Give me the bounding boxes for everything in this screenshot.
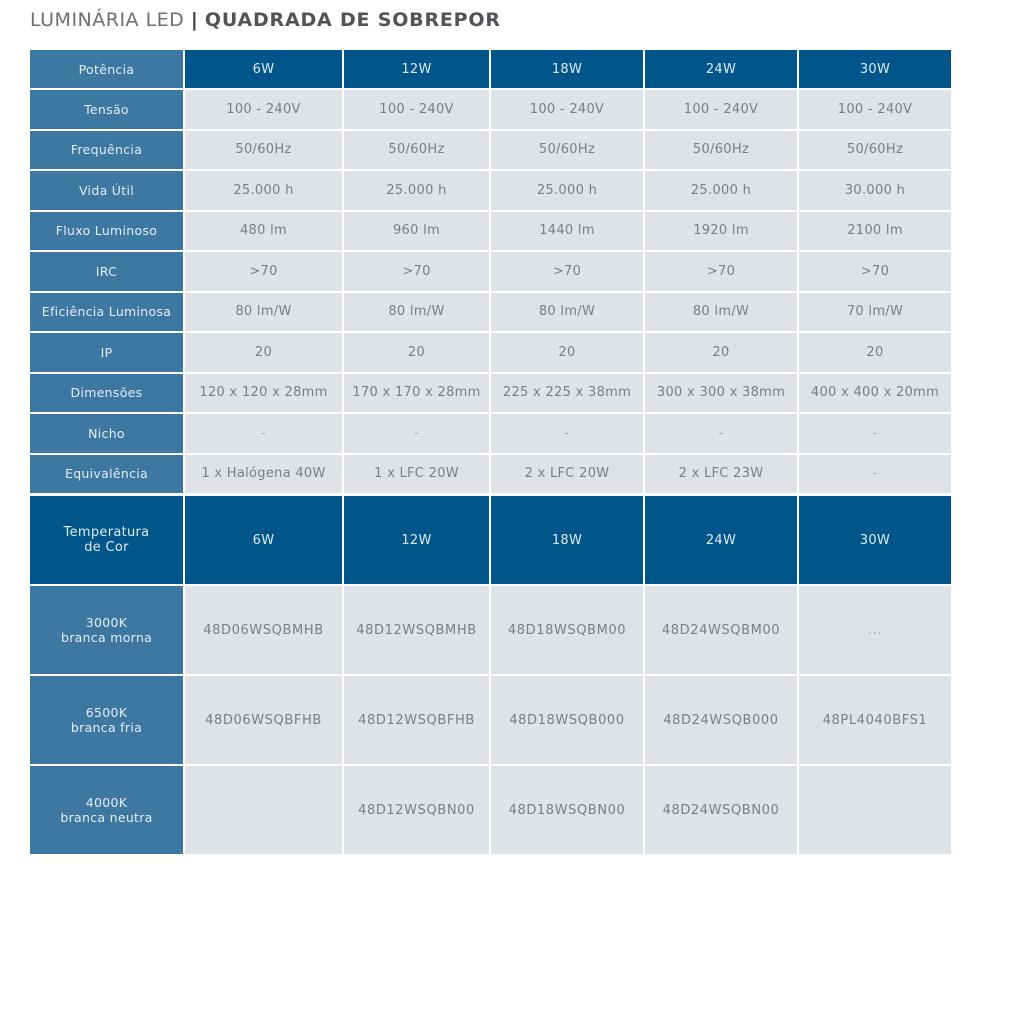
product-code-cell: 48D12WSQBMHB [344, 586, 489, 674]
spec-value-cell: 2 x LFC 20W [491, 455, 643, 494]
spec-value-cell: 25.000 h [344, 171, 489, 210]
spec-value-cell: 400 x 400 x 20mm [799, 374, 951, 413]
spec-value-cell: - [799, 455, 951, 494]
spec-value-cell: 120 x 120 x 28mm [185, 374, 342, 413]
row-label: Tensão [30, 90, 183, 129]
color-temperature-label [30, 676, 183, 764]
table-row [30, 374, 951, 413]
row-label: Nicho [30, 414, 183, 453]
spec-value-cell: >70 [491, 252, 643, 291]
spec-value-cell: 300 x 300 x 38mm [645, 374, 797, 413]
product-code-cell: 48D24WSQBN00 [645, 766, 797, 854]
spec-value-cell: 80 lm/W [491, 293, 643, 332]
spec-value-cell: - [344, 414, 489, 453]
codes-header-power: 30W [799, 496, 951, 584]
spec-value-cell: - [799, 414, 951, 453]
product-code-cell: 48D18WSQBN00 [491, 766, 643, 854]
spec-value-cell: >70 [344, 252, 489, 291]
spec-value-cell: 25.000 h [185, 171, 342, 210]
product-code-cell: 48D12WSQBFHB [344, 676, 489, 764]
spec-value-cell: 50/60Hz [344, 131, 489, 170]
temperature-description: branca fria [70, 720, 143, 735]
product-code-cell: 48D18WSQBM00 [491, 586, 643, 674]
product-code-cell: 48D18WSQB000 [491, 676, 643, 764]
spec-header-power: 30W [799, 50, 951, 88]
spec-header-label: Potência [30, 50, 183, 88]
row-label: Fluxo Luminoso [30, 212, 183, 251]
codes-header-power: 18W [491, 496, 643, 584]
spec-value-cell: 80 lm/W [185, 293, 342, 332]
temperature-value: 3000K [85, 615, 128, 630]
row-label: Frequência [30, 131, 183, 170]
spec-value-cell: 20 [645, 333, 797, 372]
product-code-cell [185, 766, 342, 854]
table-row [30, 90, 951, 129]
spec-value-cell: 20 [491, 333, 643, 372]
spec-value-cell: 2 x LFC 23W [645, 455, 797, 494]
spec-header-power: 12W [344, 50, 489, 88]
spec-value-cell: 100 - 240V [491, 90, 643, 129]
spec-value-cell: 170 x 170 x 28mm [344, 374, 489, 413]
page-title [30, 9, 501, 31]
product-code-cell: 48D06WSQBMHB [185, 586, 342, 674]
spec-value-cell: 50/60Hz [799, 131, 951, 170]
spec-header-power: 18W [491, 50, 643, 88]
table-row [30, 586, 951, 674]
product-code-cell [799, 766, 951, 854]
specifications-table [28, 48, 953, 495]
spec-value-cell: 50/60Hz [645, 131, 797, 170]
temperature-value: 6500K [85, 705, 128, 720]
spec-value-cell: 100 - 240V [185, 90, 342, 129]
color-temperature-label [30, 586, 183, 674]
spec-header-power: 6W [185, 50, 342, 88]
spec-value-cell: >70 [799, 252, 951, 291]
spec-header-row [30, 50, 951, 88]
codes-header-power: 6W [185, 496, 342, 584]
spec-value-cell: 70 lm/W [799, 293, 951, 332]
product-code-cell: 48D12WSQBN00 [344, 766, 489, 854]
spec-value-cell: 100 - 240V [344, 90, 489, 129]
product-code-cell: ... [799, 586, 951, 674]
spec-value-cell: - [491, 414, 643, 453]
spec-value-cell: 100 - 240V [799, 90, 951, 129]
table-row [30, 131, 951, 170]
spec-value-cell: 20 [185, 333, 342, 372]
spec-value-cell: 50/60Hz [185, 131, 342, 170]
row-label: Vida Útil [30, 171, 183, 210]
spec-value-cell: 25.000 h [491, 171, 643, 210]
spec-value-cell: 960 lm [344, 212, 489, 251]
spec-value-cell: - [645, 414, 797, 453]
codes-header-row [30, 496, 951, 584]
temperature-value: 4000K [85, 795, 128, 810]
row-label: IP [30, 333, 183, 372]
spec-value-cell: 1920 lm [645, 212, 797, 251]
spec-value-cell: 20 [344, 333, 489, 372]
product-code-cell: 48PL4040BFS1 [799, 676, 951, 764]
color-temperature-header [30, 496, 183, 584]
title-light: LUMINÁRIA LED [30, 9, 185, 31]
table-row [30, 333, 951, 372]
product-code-cell: 48D06WSQBFHB [185, 676, 342, 764]
product-code-cell: 48D24WSQB000 [645, 676, 797, 764]
spec-value-cell: 2100 lm [799, 212, 951, 251]
temperature-description: branca morna [60, 630, 153, 645]
table-row [30, 171, 951, 210]
codes-header-power: 24W [645, 496, 797, 584]
color-temperature-label [30, 766, 183, 854]
table-row [30, 293, 951, 332]
spec-value-cell: 80 lm/W [645, 293, 797, 332]
table-row [30, 212, 951, 251]
row-label: IRC [30, 252, 183, 291]
row-label: Dimensões [30, 374, 183, 413]
spec-value-cell: >70 [185, 252, 342, 291]
spec-header-power: 24W [645, 50, 797, 88]
spec-value-cell: 225 x 225 x 38mm [491, 374, 643, 413]
header-label-line2: de Cor [84, 540, 129, 555]
table-row [30, 676, 951, 764]
header-label-line1: Temperatura [63, 525, 150, 540]
spec-value-cell: >70 [645, 252, 797, 291]
row-label: Equivalência [30, 455, 183, 494]
spec-value-cell: 20 [799, 333, 951, 372]
spec-value-cell: 100 - 240V [645, 90, 797, 129]
spec-value-cell: - [185, 414, 342, 453]
title-separator: | [190, 9, 199, 31]
title-bold: QUADRADA DE SOBREPOR [204, 9, 501, 31]
table-row [30, 455, 951, 494]
product-codes-table [28, 494, 953, 856]
table-row [30, 766, 951, 854]
product-code-cell: 48D24WSQBM00 [645, 586, 797, 674]
spec-value-cell: 1 x Halógena 40W [185, 455, 342, 494]
spec-value-cell: 80 lm/W [344, 293, 489, 332]
spec-value-cell: 480 lm [185, 212, 342, 251]
codes-header-power: 12W [344, 496, 489, 584]
table-row [30, 414, 951, 453]
temperature-description: branca neutra [60, 810, 153, 825]
spec-value-cell: 30.000 h [799, 171, 951, 210]
spec-value-cell: 1 x LFC 20W [344, 455, 489, 494]
table-row [30, 252, 951, 291]
spec-value-cell: 50/60Hz [491, 131, 643, 170]
row-label: Eficiência Luminosa [30, 293, 183, 332]
spec-value-cell: 25.000 h [645, 171, 797, 210]
spec-value-cell: 1440 lm [491, 212, 643, 251]
